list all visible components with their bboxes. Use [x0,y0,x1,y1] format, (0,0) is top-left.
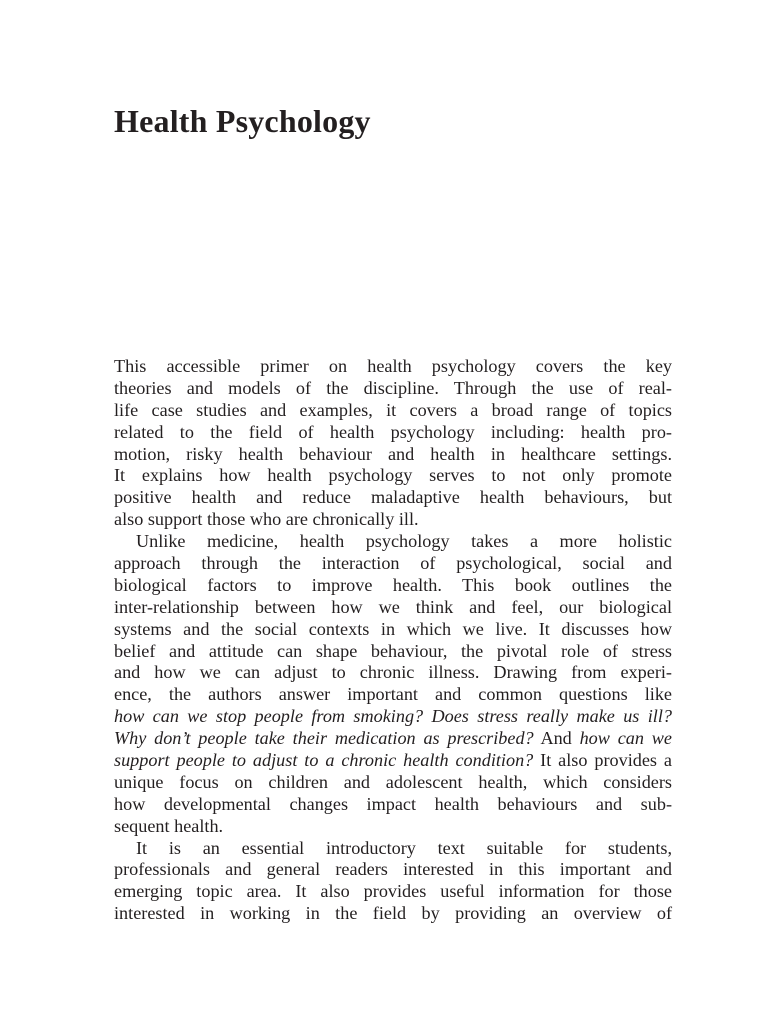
blurb-text [114,356,672,925]
text-line: positive health and reduce maladaptive health behaviours, but [114,487,672,508]
text-line: also support those who are chronically ill. [114,509,419,530]
mixed-text-line [114,750,672,772]
text-line: belief and attitude can shape behaviour, the pivotal role of stress [114,640,672,661]
text-line: ence, the authors answer important and common questions like [114,684,672,705]
paragraph-3 [114,838,672,926]
text-line: unique focus on children and adolescent health, which considers [114,771,672,792]
italic-question: Why don’t people take their medication as prescribed? [114,728,534,749]
text-line: life case studies and examples, it covers a broad range of topics [114,399,672,420]
text-line: how developmental changes impact health behaviours and sub- [114,793,672,814]
page-title: Health Psychology [114,103,371,139]
mixed-text-line [114,728,672,750]
text-line: interested in working in the field by providing an overview of [114,903,672,924]
italic-question-line: how can we stop people from smoking? Does stress really make us ill? [114,706,672,727]
paragraph-2 [114,531,672,837]
text-line: approach through the interaction of psychological, social and [114,553,672,574]
text-line: professionals and general readers interested in this important and [114,859,672,880]
text-line: sequent health. [114,815,224,836]
text-line: emerging topic area. It also provides useful information for those [114,881,672,902]
text-line: Unlike medicine, health psychology takes a more holistic [136,531,672,552]
text-line: theories and models of the discipline. Through the use of real- [114,377,672,398]
text-line: It explains how health psychology serves to not only promote [114,465,672,486]
text-line: biological factors to improve health. This book outlines the [114,574,672,595]
connector-text: It also provides a [533,750,672,771]
text-line: inter-relationship between how we think and feel, our biological [114,596,672,617]
text-line: motion, risky health behaviour and health in healthcare settings. [114,443,672,464]
paragraph-1 [114,356,672,531]
text-line: and how we can adjust to chronic illness. Drawing from experi- [114,662,672,683]
connector-text: And [533,728,580,749]
text-line: This accessible primer on health psychology covers the key [114,356,672,376]
italic-question: how can we [579,728,672,749]
text-line: related to the field of health psychology including: health pro- [114,421,672,442]
italic-question: support people to adjust to a chronic health condition? [114,750,534,771]
text-line: systems and the social contexts in which we live. It discusses how [114,618,672,639]
text-line: It is an essential introductory text suitable for students, [136,837,672,858]
